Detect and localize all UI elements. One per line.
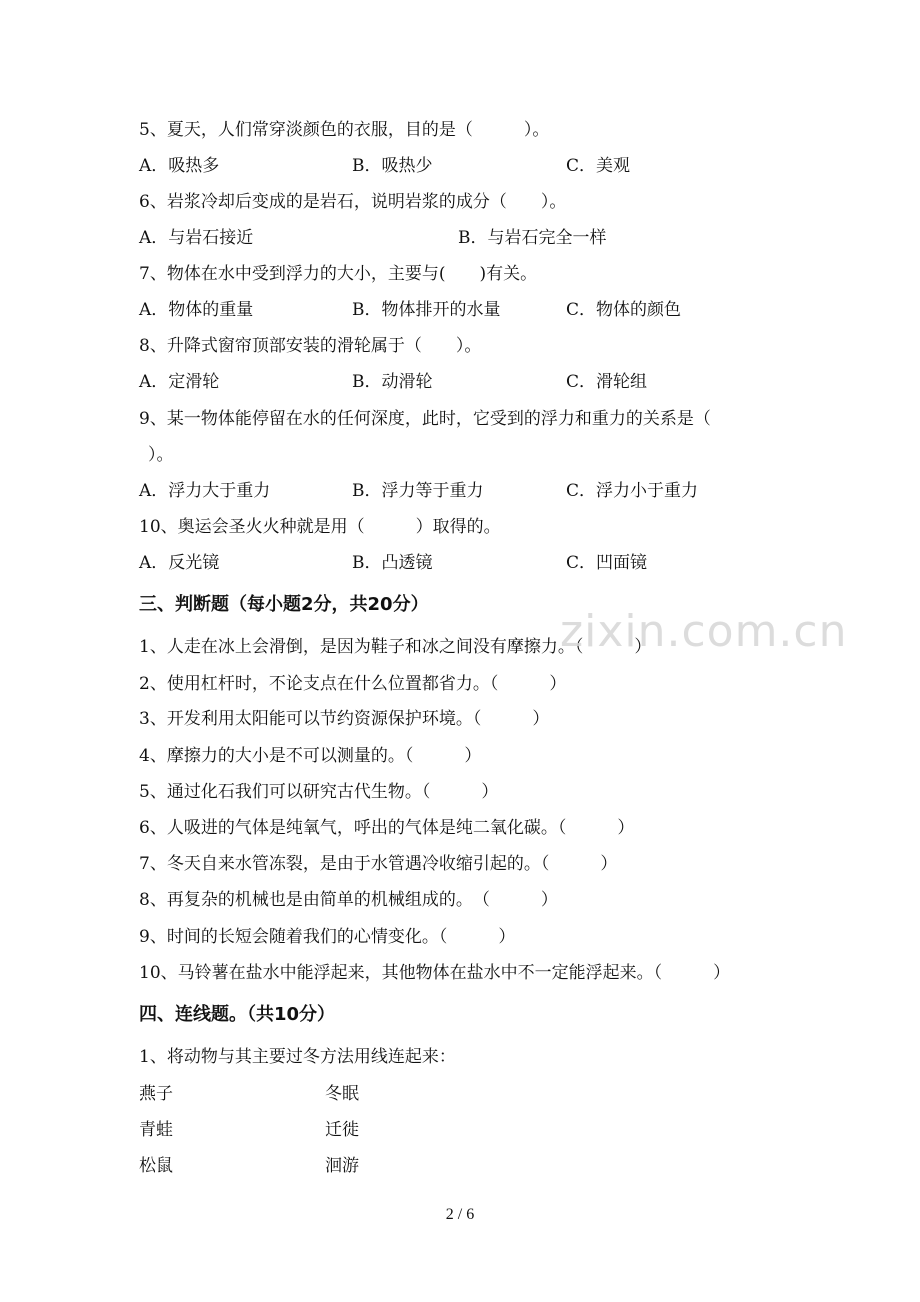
section-4-title: 四、连线题。（共10分） <box>139 1004 336 1025</box>
judge-item: 4、摩擦力的大小是不可以测量的。（ ） <box>139 746 482 766</box>
judge-item: 7、冬天自来水管冻裂，是由于水管遇冷收缩引起的。（ ） <box>139 854 618 874</box>
option-7b: B．物体排开的水量 <box>352 300 501 320</box>
judge-item: 9、时间的长短会随着我们的心情变化。（ ） <box>139 927 516 947</box>
section-3-title: 三、判断题（每小题2分，共20分） <box>139 594 429 615</box>
method-item: 迁徙 <box>325 1120 359 1140</box>
animal-item: 松鼠 <box>139 1156 173 1176</box>
judge-item: 2、使用杠杆时，不论支点在什么位置都省力。（ ） <box>139 674 567 694</box>
question-10: 10、奥运会圣火火种就是用（ ）取得的。 <box>139 517 501 537</box>
animal-item: 燕子 <box>139 1084 173 1104</box>
option-10b: B．凸透镜 <box>352 553 433 573</box>
judge-item: 10、马铃薯在盐水中能浮起来，其他物体在盐水中不一定能浮起来。（ ） <box>139 963 731 983</box>
option-5a: A．吸热多 <box>139 156 220 176</box>
judge-item: 8、再复杂的机械也是由简单的机械组成的。 （ ） <box>139 890 558 910</box>
option-10a: A．反光镜 <box>139 553 220 573</box>
page-number: 2 / 6 <box>445 1206 475 1223</box>
option-8c: C．滑轮组 <box>566 372 648 392</box>
judge-item: 6、人吸进的气体是纯氧气，呼出的气体是纯二氧化碳。（ ） <box>139 818 635 838</box>
option-8a: A．定滑轮 <box>139 372 220 392</box>
option-9a: A．浮力大于重力 <box>139 481 271 501</box>
method-item: 冬眠 <box>325 1084 359 1104</box>
judge-item: 5、通过化石我们可以研究古代生物。（ ） <box>139 782 499 802</box>
option-7c: C．物体的颜色 <box>566 300 682 320</box>
option-5c: C．美观 <box>566 156 631 176</box>
option-6a: A．与岩石接近 <box>139 228 254 248</box>
question-9: 9、某一物体能停留在水的任何深度，此时，它受到的浮力和重力的关系是（ <box>139 409 711 429</box>
matching-question: 1、将动物与其主要过冬方法用线连起来： <box>139 1047 456 1067</box>
judge-item: 3、开发利用太阳能可以节约资源保护环境。（ ） <box>139 709 550 729</box>
option-7a: A．物体的重量 <box>139 300 254 320</box>
animal-item: 青蛙 <box>139 1120 173 1140</box>
option-9b: B．浮力等于重力 <box>352 481 484 501</box>
option-10c: C．凹面镜 <box>566 553 648 573</box>
question-5: 5、夏天，人们常穿淡颜色的衣服，目的是（ ）。 <box>139 120 550 140</box>
question-6: 6、岩浆冷却后变成的是岩石，说明岩浆的成分（ ）。 <box>139 192 567 212</box>
option-9c: C．浮力小于重力 <box>566 481 699 501</box>
option-6b: B．与岩石完全一样 <box>458 228 607 248</box>
question-7: 7、物体在水中受到浮力的大小，主要与( )有关。 <box>139 264 538 284</box>
judge-item: 1、人走在冰上会滑倒，是因为鞋子和冰之间没有摩擦力。（ ） <box>139 637 652 657</box>
option-5b: B．吸热少 <box>352 156 433 176</box>
watermark: zixin.com.cn <box>560 606 848 657</box>
option-8b: B．动滑轮 <box>352 372 433 392</box>
method-item: 洄游 <box>325 1156 359 1176</box>
question-9-cont: ）。 <box>148 445 174 465</box>
question-8: 8、升降式窗帘顶部安装的滑轮属于（ ）。 <box>139 336 482 356</box>
